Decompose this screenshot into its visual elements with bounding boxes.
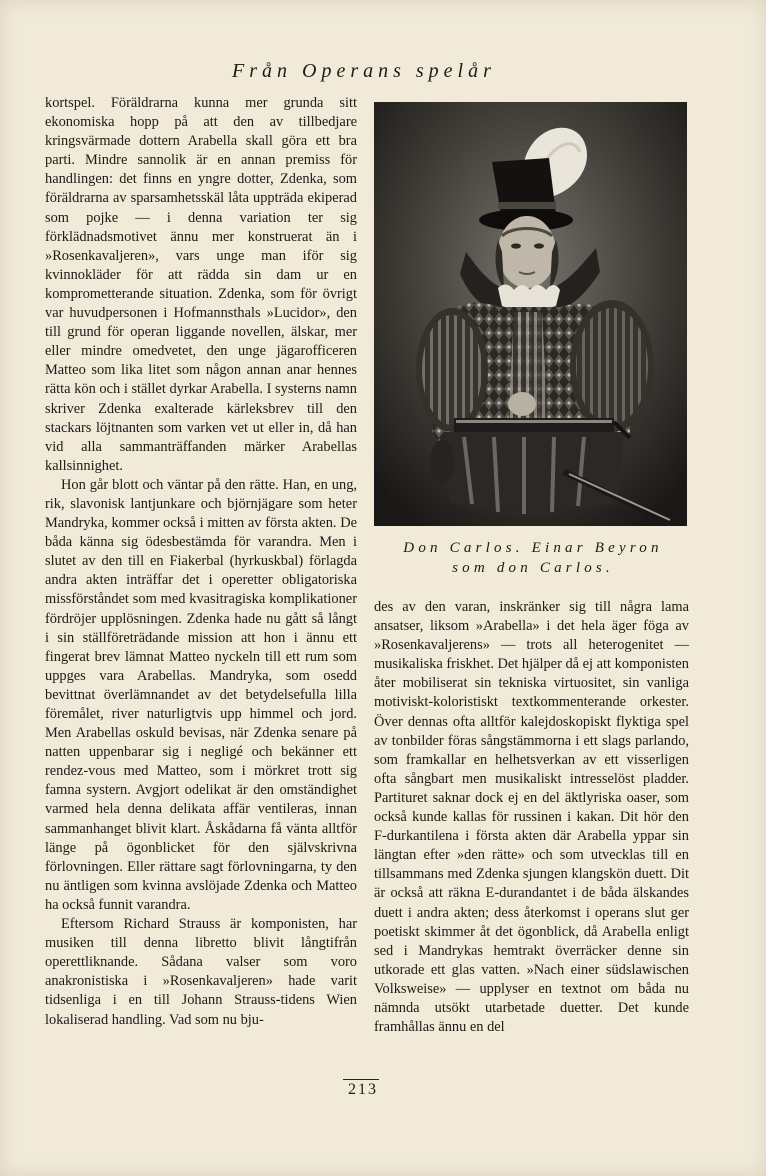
portrait-illustration [374,102,687,526]
left-text-column [45,94,357,1030]
folio-rule [343,1079,379,1080]
running-head: Från Operans spelår [232,60,496,82]
caption-line-2: som don Carlos. [452,560,614,576]
paragraph: Hon går blott och väntar på den rätte. Han, en ung, rik, slavonisk lantjunkare och björnjägare som heter Mandryka, kommer också i mitten av första akten. De båda känna sig ödesbestämda för varandra. Men i slutet av den till en Fiakerbal (hyrkuskbal) förlagda andra akten inträffar det i operetter obligatoriska missförståndet som med kvasitragiska komplikationer fördröjer upplösningen. Zdenka hade nu gått så långt i sin ställföreträdande mission att hon i ännu ett fingerat brev lämnat Matteo nyckeln till ett rum som uppges vara Arabellas. Mandryka, som osedd bevittnat överlämnandet av det betydelsefulla lilla föremålet, river naturligtvis upp himmel och jord. Men Arabellas oskuld bevisas, när Zdenka senare på natten uppenbarar sig i negligé och bekänner ett rendez-vous med Matteo, som i mörkret trott sig famna systern. Avgjort odelikat är den omständighet varmed hela denna delikata affär ventileras, innan sammanhanget blivit klart. Åskådarna få vänta alltför länge på ögonblicket för den självskrivna förlovningen. Eller rättare sagt förlovningarna, ty den nu äntligen som kvinna avslöjade Zdenka och Matteo ha också funnit varandra. [45,476,357,913]
page-number: 213 [348,1081,378,1098]
caption-line-1: Don Carlos. Einar Beyron [403,540,663,556]
paragraph: Eftersom Richard Strauss är komponisten, har musiken till denna libretto blivit långtifrån operettliknande. Sådana valser som voro anakronistiska i »Rosenkavaljeren» hade varit tidsenliga i en till Johann Strauss-tidens Wien lokaliserad handling. Vad som nu bju- [45,916,357,1028]
paragraph: kortspel. Föräldrarna kunna mer grunda sitt ekonomiska hopp på att den av tillbedjare kringsvärmade dottern Arabella skall göra ett bra parti. Mindre sannolik är en annan premiss för handlingen: det finns en yngre dotter, Zdenka, som föräldrarna av sparsamhetsskäl låta uppträda ekiperad som pojke — i denna variation ter sig förklädnadsmotivet ännu mer konstruerat än i »Rosenkavaljeren», vars unge man iför sig kvinnokläder för att rädda sin dam ur en komprometterande situation. Zdenka, som för övrigt var huvudpersonen i Hofmannsthals »Lucidor», den till grund för operan liggande novellen, älskar, mer eller mindre omedvetet, den unge jägarofficeren Matteo som lika litet som någon annan anar hennes rätta kön och i stället dyrkar Arabella. I systerns namn skriver Zdenka exalterade kärleksbrev till den stackars löjtnanten som varken vet ut eller in, då han vid alla sammanträffanden märker Arabellas kallsinnighet. [45,95,357,474]
portrait-photo [374,102,687,526]
figure-caption [374,538,692,578]
face [498,216,556,288]
right-text-column [374,598,689,1037]
hand [508,392,536,416]
paragraph: des av den varan, inskränker sig till några lama ansatser, liksom »Arabella» i det hela äger föga av »Rosenkavaljerens» — trots all heterogenitet — musikaliska friskhet. Det hjälper då ej att komponisten åter mobiliserat sin tekniska virtuositet, sin vanliga motiviskt-koloristiskt textkommenterande orkester. Över dennas ofta alltför kalejdoskopiskt flyktiga spel av tonbilder föras sångstämmorna i ett slags parlando, som framkallar en helhetsverkan av ett visserligen ofta sångbart men musikaliskt intresselöst pladder. Partituret saknar dock ej en del äktlyriska oaser, som också kunde kallas för russinen i kakan. Dit hör den F-durkantilena i första akten där Arabella yppar sin längtan efter »den rätte» och som utvecklas till en tillsammans med Zdenka sjungen klangskön duett. Dit är också att räkna E-durandantet i de båda älskandes duett i andra akten; dess återkomst i operans slut ger poetiskt skimmer åt det ögonblick, då Arabella enligt sed i Mandrykas hemtrakt överräcker denne sin utkorade ett glas vatten. »Nach einer südslawischen Volksweise» — upplyser en textnot om båda nu nämnda utsökt utarbetade duetter. Det kunde framhållas ännu en del [374,599,689,1036]
